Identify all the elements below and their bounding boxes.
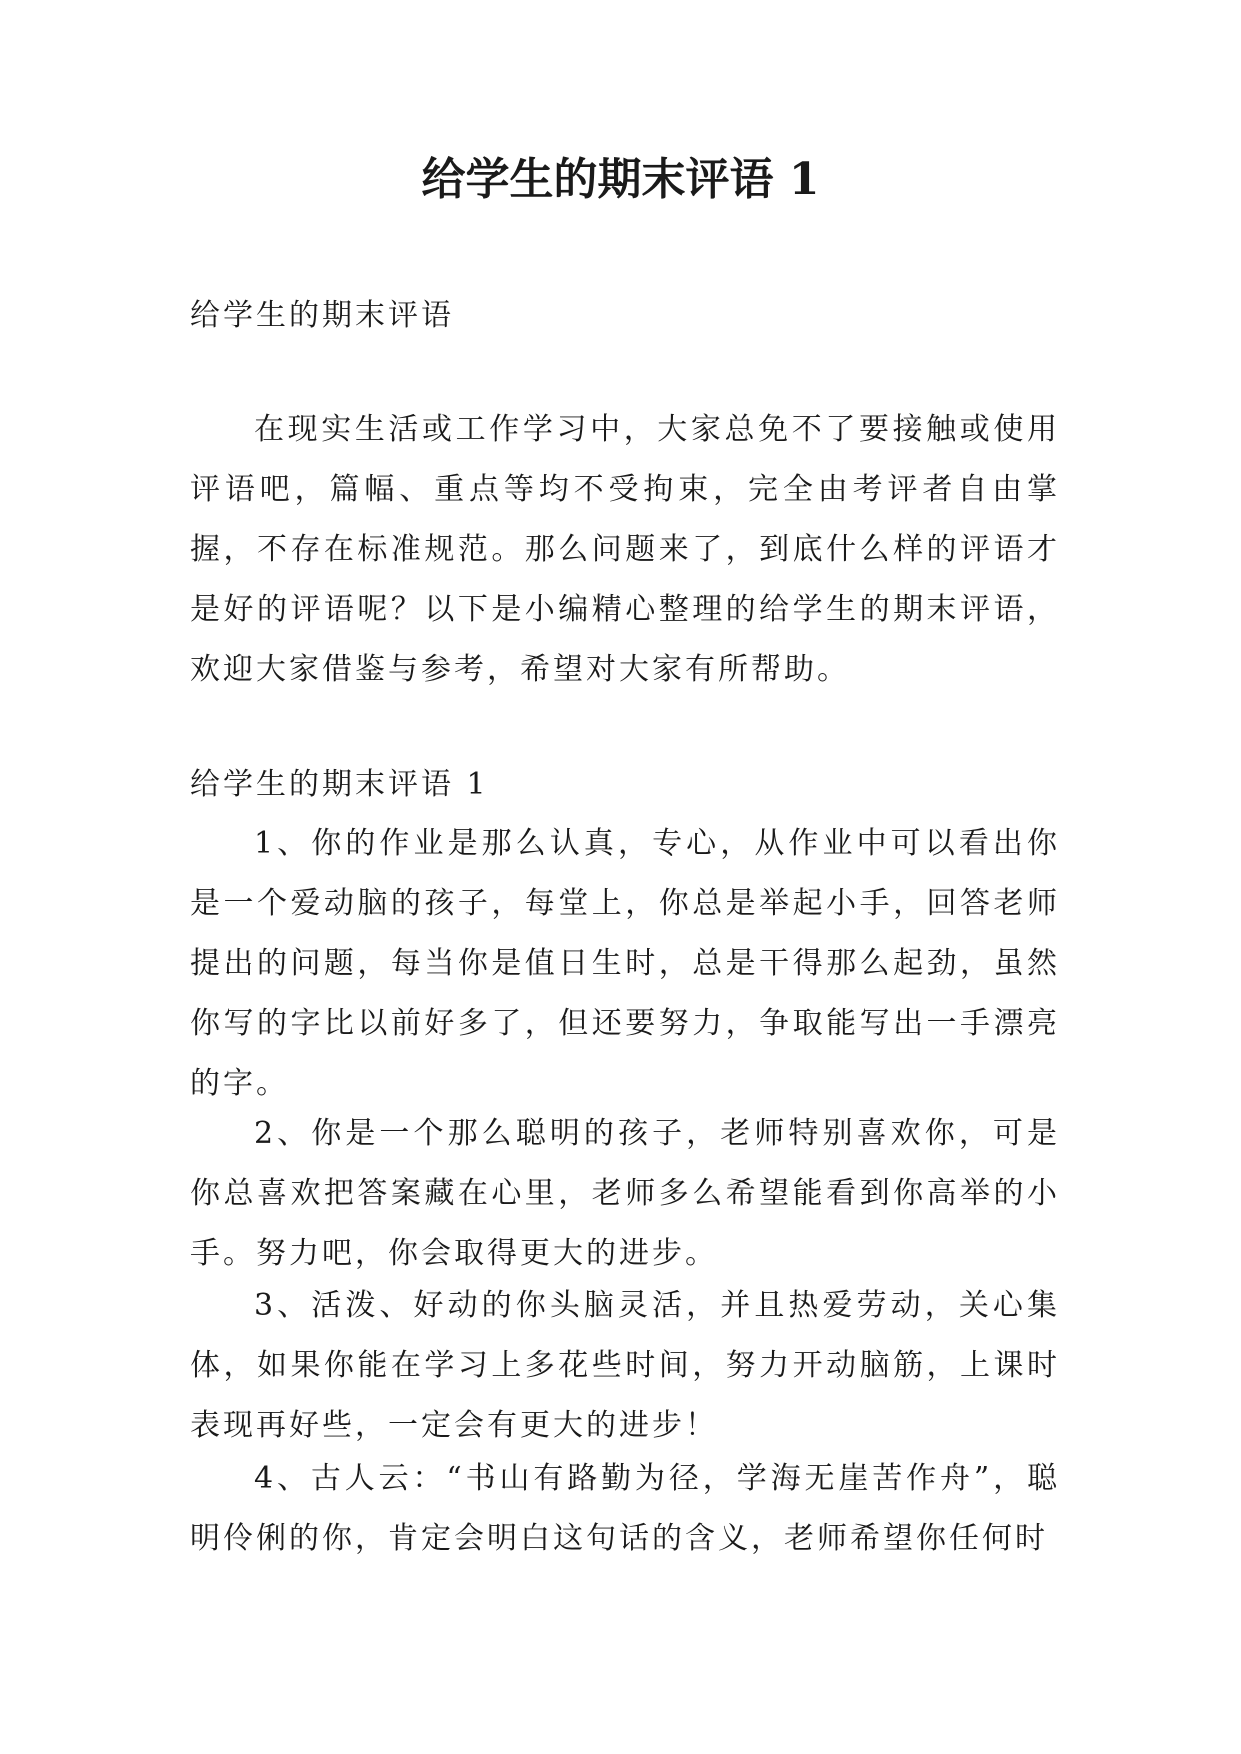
intro-paragraph: 在现实生活或工作学习中，大家总免不了要接触或使用评语吧，篇幅、重点等均不受拘束，完全由考评者自由掌握，不存在标准规范。那么问题来了，到底什么样的评语才是好的评语呢？以下是小编精心整理的给学生的期末评语，欢迎大家借鉴与参考，希望对大家有所帮助。 bbox=[190, 412, 1060, 687]
comment-item-2: 2、你是一个那么聪明的孩子，老师特别喜欢你，可是你总喜欢把答案藏在心里，老师多么希望能看到你高举的小手。努力吧，你会取得更大的进步。 bbox=[190, 1116, 1060, 1271]
comment-item-3: 3、活泼、好动的你头脑灵活，并且热爱劳动，关心集体，如果你能在学习上多花些时间，努力开动脑筋，上课时表现再好些，一定会有更大的进步！ bbox=[190, 1288, 1060, 1443]
comment-item-1: 1、你的作业是那么认真，专心，从作业中可以看出你是一个爱动脑的孩子，每堂上，你总是举起小手，回答老师提出的问题，每当你是值日生时，总是干得那么起劲，虽然你写的字比以前好多了，但还要努力，争取能写出一手漂亮的字。 bbox=[190, 826, 1060, 1101]
document-title: 给学生的期末评语 1 bbox=[421, 154, 820, 205]
comment-item-4: 4、古人云：“书山有路勤为径，学海无崖苦作舟”，聪明伶俐的你，肯定会明白这句话的含义，老师希望你任何时 bbox=[190, 1461, 1060, 1556]
document-subtitle: 给学生的期末评语 bbox=[190, 298, 454, 333]
section-heading: 给学生的期末评语 1 bbox=[190, 767, 489, 802]
